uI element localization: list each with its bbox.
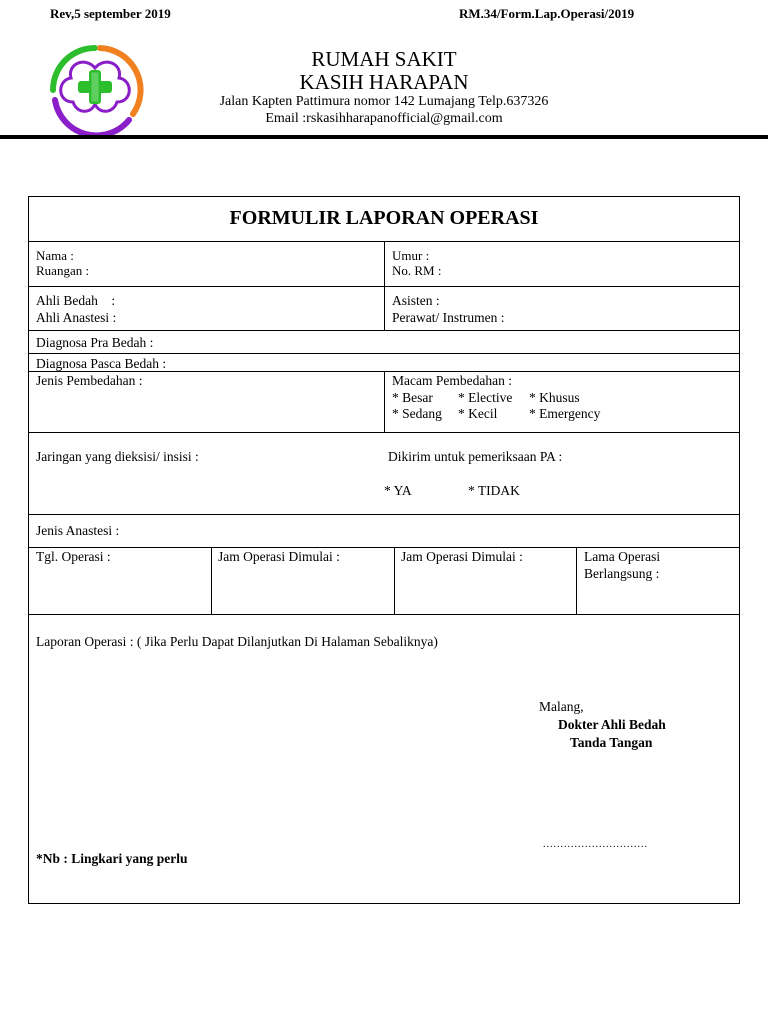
option-besar: * Besar <box>392 390 433 405</box>
asisten-label: Asisten : <box>392 293 440 308</box>
option-sedang: * Sedang <box>392 406 442 421</box>
revision-date: Rev,5 september 2019 <box>50 6 171 21</box>
hospital-name-line1: RUMAH SAKIT <box>311 47 457 71</box>
option-elective: * Elective <box>458 390 513 405</box>
jaringan-label: Jaringan yang dieksisi/ insisi : <box>36 449 199 464</box>
column-divider <box>384 371 385 432</box>
option-khusus: * Khusus <box>529 390 580 405</box>
option-kecil: * Kecil <box>458 406 498 421</box>
jam-operasi-dimulai-label: Jam Operasi Dimulai : <box>218 549 340 564</box>
hospital-name-line2: KASIH HARAPAN <box>299 70 469 94</box>
operation-report-form <box>28 196 740 904</box>
row-divider <box>29 330 739 331</box>
macam-pembedahan-label: Macam Pembedahan : <box>392 373 512 388</box>
row-divider <box>29 614 739 615</box>
row-divider <box>29 353 739 354</box>
nb-note: *Nb : Lingkari yang perlu <box>36 851 188 866</box>
tgl-operasi-label: Tgl. Operasi : <box>36 549 111 564</box>
laporan-operasi-label: Laporan Operasi : ( Jika Perlu Dapat Dilanjutkan Di Halaman Sebaliknya) <box>36 634 438 649</box>
column-divider <box>211 547 212 614</box>
hospital-logo-icon <box>45 42 145 137</box>
no-rm-label: No. RM : <box>392 263 442 278</box>
ahli-bedah-label: Ahli Bedah : <box>36 293 116 308</box>
header-divider <box>0 135 768 139</box>
jenis-anastesi-label: Jenis Anastesi : <box>36 523 120 538</box>
diagnosa-pasca-bedah-label: Diagnosa Pasca Bedah : <box>36 356 167 371</box>
jam-operasi-dimulai-label-2: Jam Operasi Dimulai : <box>401 549 523 564</box>
ruangan-label: Ruangan : <box>36 263 90 278</box>
hospital-email: Email :rskasihharapanofficial@gmail.com <box>265 111 503 126</box>
dikirim-pa-label: Dikirim untuk pemeriksaan PA : <box>388 449 563 464</box>
row-divider <box>29 514 739 515</box>
umur-label: Umur : <box>392 248 430 263</box>
option-emergency: * Emergency <box>529 406 601 421</box>
row-divider <box>29 432 739 433</box>
ahli-anastesi-label: Ahli Anastesi : <box>36 310 117 325</box>
perawat-instrumen-label: Perawat/ Instrumen : <box>392 310 505 325</box>
row-divider <box>29 547 739 548</box>
lama-operasi-label: Lama Operasi <box>584 549 661 564</box>
column-divider <box>384 241 385 330</box>
column-divider <box>576 547 577 614</box>
option-ya: * YA <box>384 483 412 498</box>
column-divider <box>394 547 395 614</box>
city-date-label: Malang, <box>539 699 584 714</box>
jenis-pembedahan-label: Jenis Pembedahan : <box>36 373 143 388</box>
form-code: RM.34/Form.Lap.Operasi/2019 <box>459 6 635 21</box>
nama-label: Nama : <box>36 248 74 263</box>
signature-label: Tanda Tangan <box>570 735 653 750</box>
berlangsung-label: Berlangsung : <box>584 566 660 581</box>
form-title: FORMULIR LAPORAN OPERASI <box>229 207 539 229</box>
option-tidak: * TIDAK <box>468 483 520 498</box>
hospital-address: Jalan Kapten Pattimura nomor 142 Lumajang Telp.637326 <box>219 94 549 109</box>
diagnosa-pra-bedah-label: Diagnosa Pra Bedah : <box>36 335 154 350</box>
signature-line: .............................. <box>543 839 648 850</box>
surgeon-title: Dokter Ahli Bedah <box>558 717 666 732</box>
